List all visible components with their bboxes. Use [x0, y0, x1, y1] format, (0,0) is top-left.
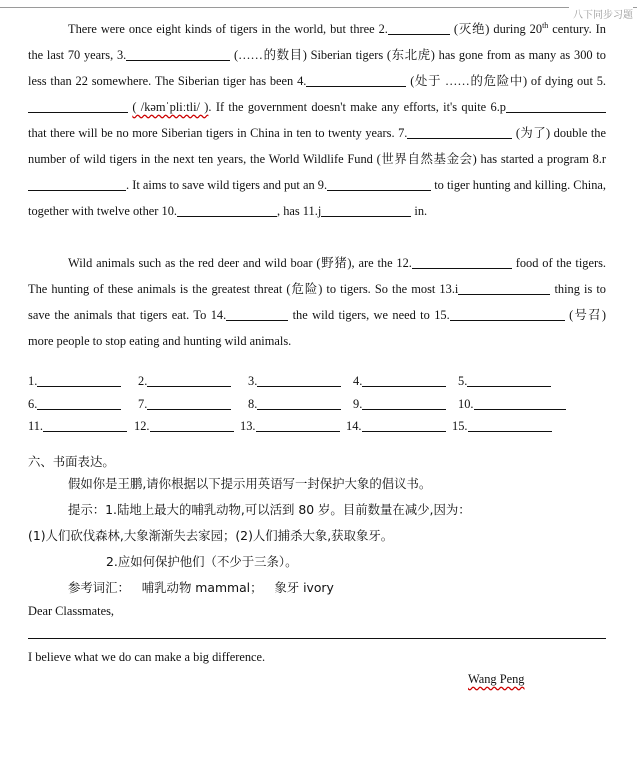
answer-cell — [138, 395, 231, 412]
text: . If the government doesn't make any efforts, it's quite 6.p — [208, 100, 506, 114]
vocabulary — [68, 578, 334, 596]
text: to tiger hunting and killing. China, together with twelve other 10. — [28, 178, 606, 218]
blank-15[interactable] — [450, 306, 565, 321]
signature: Wang Peng — [468, 672, 525, 686]
hint-2: 2.应如何保护他们（不少于三条）。 — [106, 554, 298, 569]
text: , has 11.j — [277, 204, 322, 218]
answer-cell — [452, 417, 552, 434]
answer-row — [28, 372, 608, 395]
blank-4[interactable] — [306, 72, 406, 87]
answer-label: 8. — [248, 396, 258, 411]
answer-cell — [458, 395, 566, 412]
answer-label: 2. — [138, 374, 148, 388]
writing-line[interactable] — [28, 638, 606, 639]
blank-9[interactable] — [327, 176, 431, 191]
text: the wild tigers, we need to 15. — [288, 308, 450, 322]
answer-row — [28, 395, 608, 418]
gloss: (……的数目) — [234, 48, 307, 62]
answer-line-14[interactable] — [362, 417, 446, 432]
gloss: (为了) — [515, 126, 551, 140]
header-tag: 八下同步习题 — [569, 6, 633, 21]
answer-cell — [28, 417, 127, 434]
answer-cell — [134, 417, 234, 434]
text: more people to stop eating and hunting wild animals. — [28, 334, 292, 348]
text: thing is to save the animals that tigers eat. To 14. — [28, 282, 607, 322]
answer-label: 13. — [240, 419, 256, 433]
answer-cell — [240, 417, 340, 434]
answer-line-3[interactable] — [257, 372, 341, 387]
answer-row — [28, 417, 608, 440]
answer-label: 12. — [134, 419, 150, 433]
answer-line-10[interactable] — [474, 395, 566, 410]
text: There were once eight kinds of tigers in the world, but three 2. — [68, 22, 388, 36]
answer-line-8[interactable] — [257, 395, 341, 410]
answer-cell — [138, 372, 231, 389]
blank-3[interactable] — [126, 46, 230, 61]
answer-cell — [28, 395, 121, 412]
text: double the number of wild tigers in the next ten years, the World Wildlife Fund (世界自然基金会) has started a program 8.r — [28, 126, 606, 166]
blank-6[interactable] — [506, 98, 606, 113]
answer-label: 6. — [28, 396, 38, 411]
answer-label: 1. — [28, 374, 38, 388]
answer-label: 3. — [248, 374, 258, 388]
text: in. — [411, 204, 428, 218]
answer-grid — [28, 372, 608, 440]
answer-label: 7. — [138, 396, 148, 411]
blank-14[interactable] — [226, 306, 288, 321]
section-heading: 六、书面表达。 — [28, 454, 115, 469]
passage-paragraph-1 — [28, 16, 606, 224]
text: that there will be no more Siberian tigers in China in ten to twenty years. 7. — [28, 126, 408, 140]
greeting: Dear Classmates, — [28, 604, 115, 618]
answer-line-1[interactable] — [37, 372, 121, 387]
vocab-2: 象牙 ivory — [274, 580, 334, 595]
phonetic-gloss: ( /kəmˈpliːtli/ ) — [132, 100, 209, 114]
answer-label: 14. — [346, 419, 362, 433]
answer-line-12[interactable] — [150, 417, 234, 432]
answer-line-13[interactable] — [256, 417, 340, 432]
gloss: (灭绝) during 20 — [453, 22, 543, 36]
answer-cell — [346, 417, 446, 434]
text: century. In the last 70 years, 3. — [28, 22, 606, 62]
answer-label: 9. — [353, 396, 363, 411]
answer-line-2[interactable] — [147, 372, 231, 387]
blank-5[interactable] — [28, 98, 128, 113]
blank-8[interactable] — [28, 176, 126, 191]
answer-label: 11. — [28, 419, 44, 433]
hint-1b: (1)人们砍伐森林,大象渐渐失去家园；(2)人们捕杀大象,获取象牙。 — [28, 528, 394, 543]
blank-12[interactable] — [412, 254, 512, 269]
answer-label: 10. — [458, 396, 474, 411]
answer-cell — [248, 372, 341, 389]
writing-prompt: 假如你是王鹏,请你根据以下提示用英语写一封保护大象的倡议书。 — [68, 476, 432, 491]
answer-line-11[interactable] — [43, 417, 127, 432]
vocab-label: 参考词汇： — [68, 580, 130, 595]
hint-1: 提示：1.陆地上最大的哺乳动物,可以活到 80 岁。目前数量在减少,因为： — [68, 502, 471, 517]
answer-label: 15. — [452, 419, 468, 433]
blank-13[interactable] — [458, 280, 550, 295]
answer-line-7[interactable] — [147, 395, 231, 410]
answer-cell — [248, 395, 341, 412]
answer-cell — [353, 372, 446, 389]
answer-label: 5. — [458, 374, 468, 388]
blank-11[interactable] — [321, 202, 411, 217]
superscript: th — [542, 20, 549, 30]
answer-line-9[interactable] — [362, 395, 446, 410]
answer-line-6[interactable] — [37, 395, 121, 410]
vocab-1: 哺乳动物 mammal； — [141, 580, 263, 595]
answer-label: 4. — [353, 374, 363, 388]
text: Siberian tigers (东北虎) has gone from as many as 300 to less than 22 somewhere. The Siberian tiger has been 4. — [28, 48, 606, 88]
answer-line-4[interactable] — [362, 372, 446, 387]
answer-cell — [28, 372, 121, 389]
answer-cell — [353, 395, 446, 412]
blank-2[interactable] — [388, 20, 450, 35]
text: Wild animals such as the red deer and wild boar (野猪), are the 12. — [68, 256, 412, 270]
text: . It aims to save wild tigers and put an 9. — [126, 178, 328, 192]
answer-line-5[interactable] — [467, 372, 551, 387]
answer-cell — [458, 372, 551, 389]
gloss: (处于 ……的危险中) — [410, 74, 528, 88]
gloss: (号召) — [569, 308, 606, 322]
closing: I believe what we do can make a big difference. — [28, 650, 266, 664]
text: food of the tigers. The hunting of these animals is the greatest threat (危险) to tigers. So the most 13.i — [28, 256, 607, 296]
text: of dying out 5. — [527, 74, 606, 88]
passage-paragraph-2 — [28, 250, 606, 354]
blank-7[interactable] — [407, 124, 512, 139]
answer-line-15[interactable] — [468, 417, 552, 432]
blank-10[interactable] — [177, 202, 277, 217]
header-rule — [0, 7, 637, 21]
